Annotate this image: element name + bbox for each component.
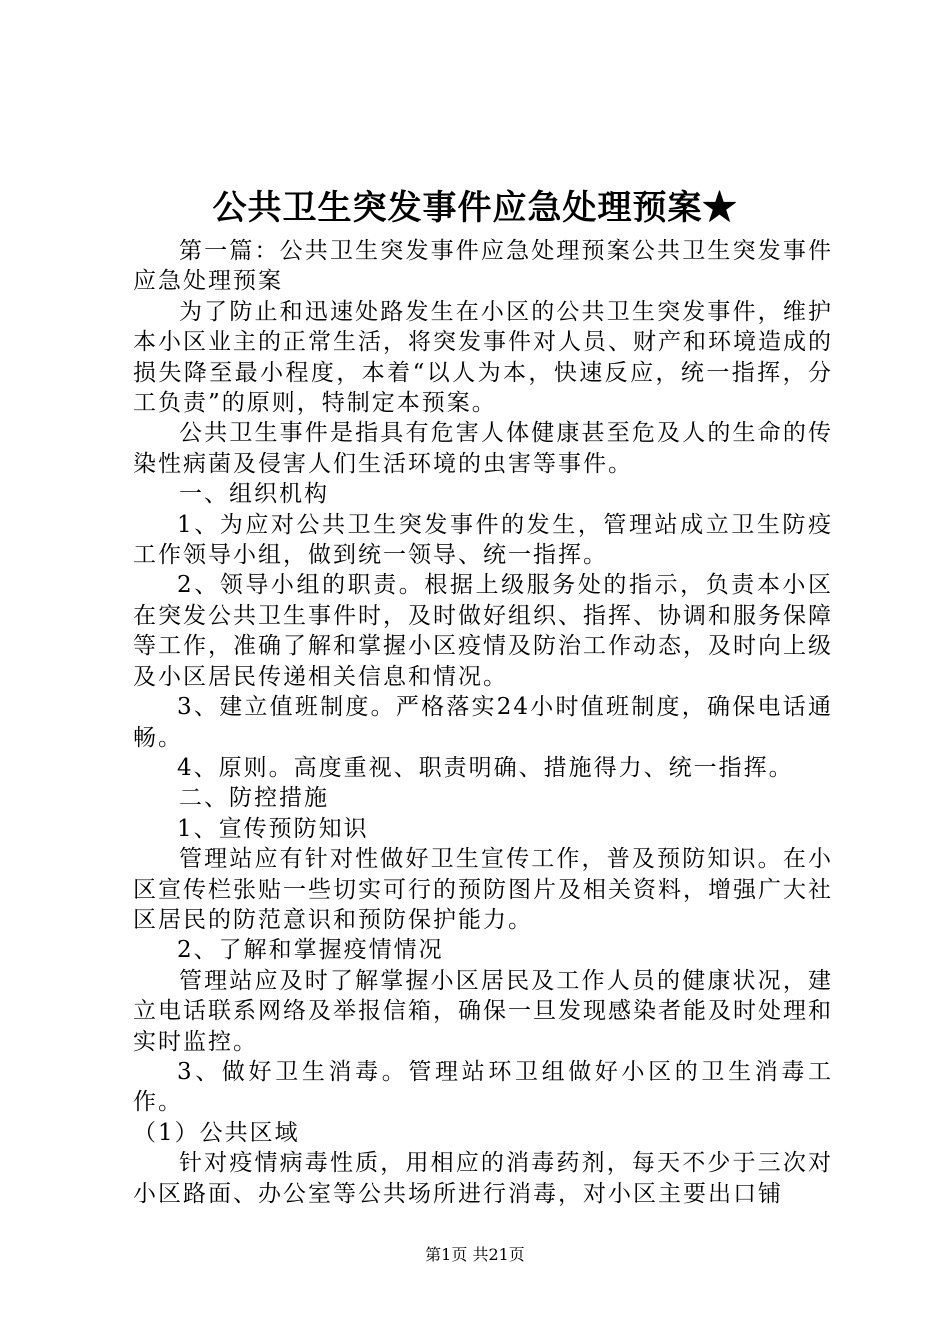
paragraph-item-4: 4、原则。高度重视、职责明确、措施得力、统一指挥。 xyxy=(177,754,794,781)
paragraph-item-1: 1、为应对公共卫生突发事件的发生，管理站成立卫生防疫工作领导小组，做到统一领导、统一指挥。 xyxy=(133,511,833,569)
section-heading-organization: 一、组织机构 xyxy=(179,481,329,508)
document-body xyxy=(133,236,833,1209)
paragraph-epidemic-status: 管理站应及时了解掌握小区居民及工作人员的健康状况，建立电话联系网络及举报信箱，确保一旦发现感染者能及时处理和实时监控。 xyxy=(133,967,833,1055)
paragraph-definition: 公共卫生事件是指具有危害人体健康甚至危及人的生命的传染性病菌及侵害人们生活环境的虫害等事件。 xyxy=(133,420,833,477)
paragraph-purpose: 为了防止和迅速处路发生在小区的公共卫生突发事件，维护本小区业主的正常生活，将突发事件对人员、财产和环境造成的损失降至最小程度，本着“以人为本，快速反应，统一指挥，分工负责”的原则，特制定本预案。 xyxy=(133,298,833,417)
page-footer: 第1页 共21页 xyxy=(425,1245,525,1264)
paragraph-intro: 第一篇：公共卫生突发事件应急处理预案公共卫生突发事件应急处理预案 xyxy=(133,238,833,295)
paragraph-item-3: 3、建立值班制度。严格落实24小时值班制度，确保电话通畅。 xyxy=(133,694,833,751)
paragraph-item-2: 2、领导小组的职责。根据上级服务处的指示，负责本小区在突发公共卫生事件时，及时做好组织、指挥、协调和服务保障等工作，准确了解和掌握小区疫情及防治工作动态，及时向上级及小区居民传递相关信息和情况。 xyxy=(133,572,833,690)
paragraph-publicity: 管理站应有针对性做好卫生宣传工作，普及预防知识。在小区宣传栏张贴一些切实可行的预防图片及相关资料，增强广大社区居民的防范意识和预防保护能力。 xyxy=(133,846,833,933)
section-heading-prevention: 二、防控措施 xyxy=(179,785,329,812)
subheading-publicity: 1、宣传预防知识 xyxy=(177,815,369,842)
paragraph-public-area: 针对疫情病毒性质，用相应的消毒药剂，每天不少于三次对小区路面、办公室等公共场所进行消毒，对小区主要出口铺 xyxy=(133,1150,833,1207)
paragraph-disinfection: 3、做好卫生消毒。管理站环卫组做好小区的卫生消毒工作。 xyxy=(133,1058,833,1116)
subheading-public-area: （1）公共区域 xyxy=(133,1119,300,1146)
document-title: 公共卫生突发事件应急处理预案★ xyxy=(212,188,738,228)
subheading-epidemic-status: 2、了解和掌握疫情情况 xyxy=(177,937,444,964)
